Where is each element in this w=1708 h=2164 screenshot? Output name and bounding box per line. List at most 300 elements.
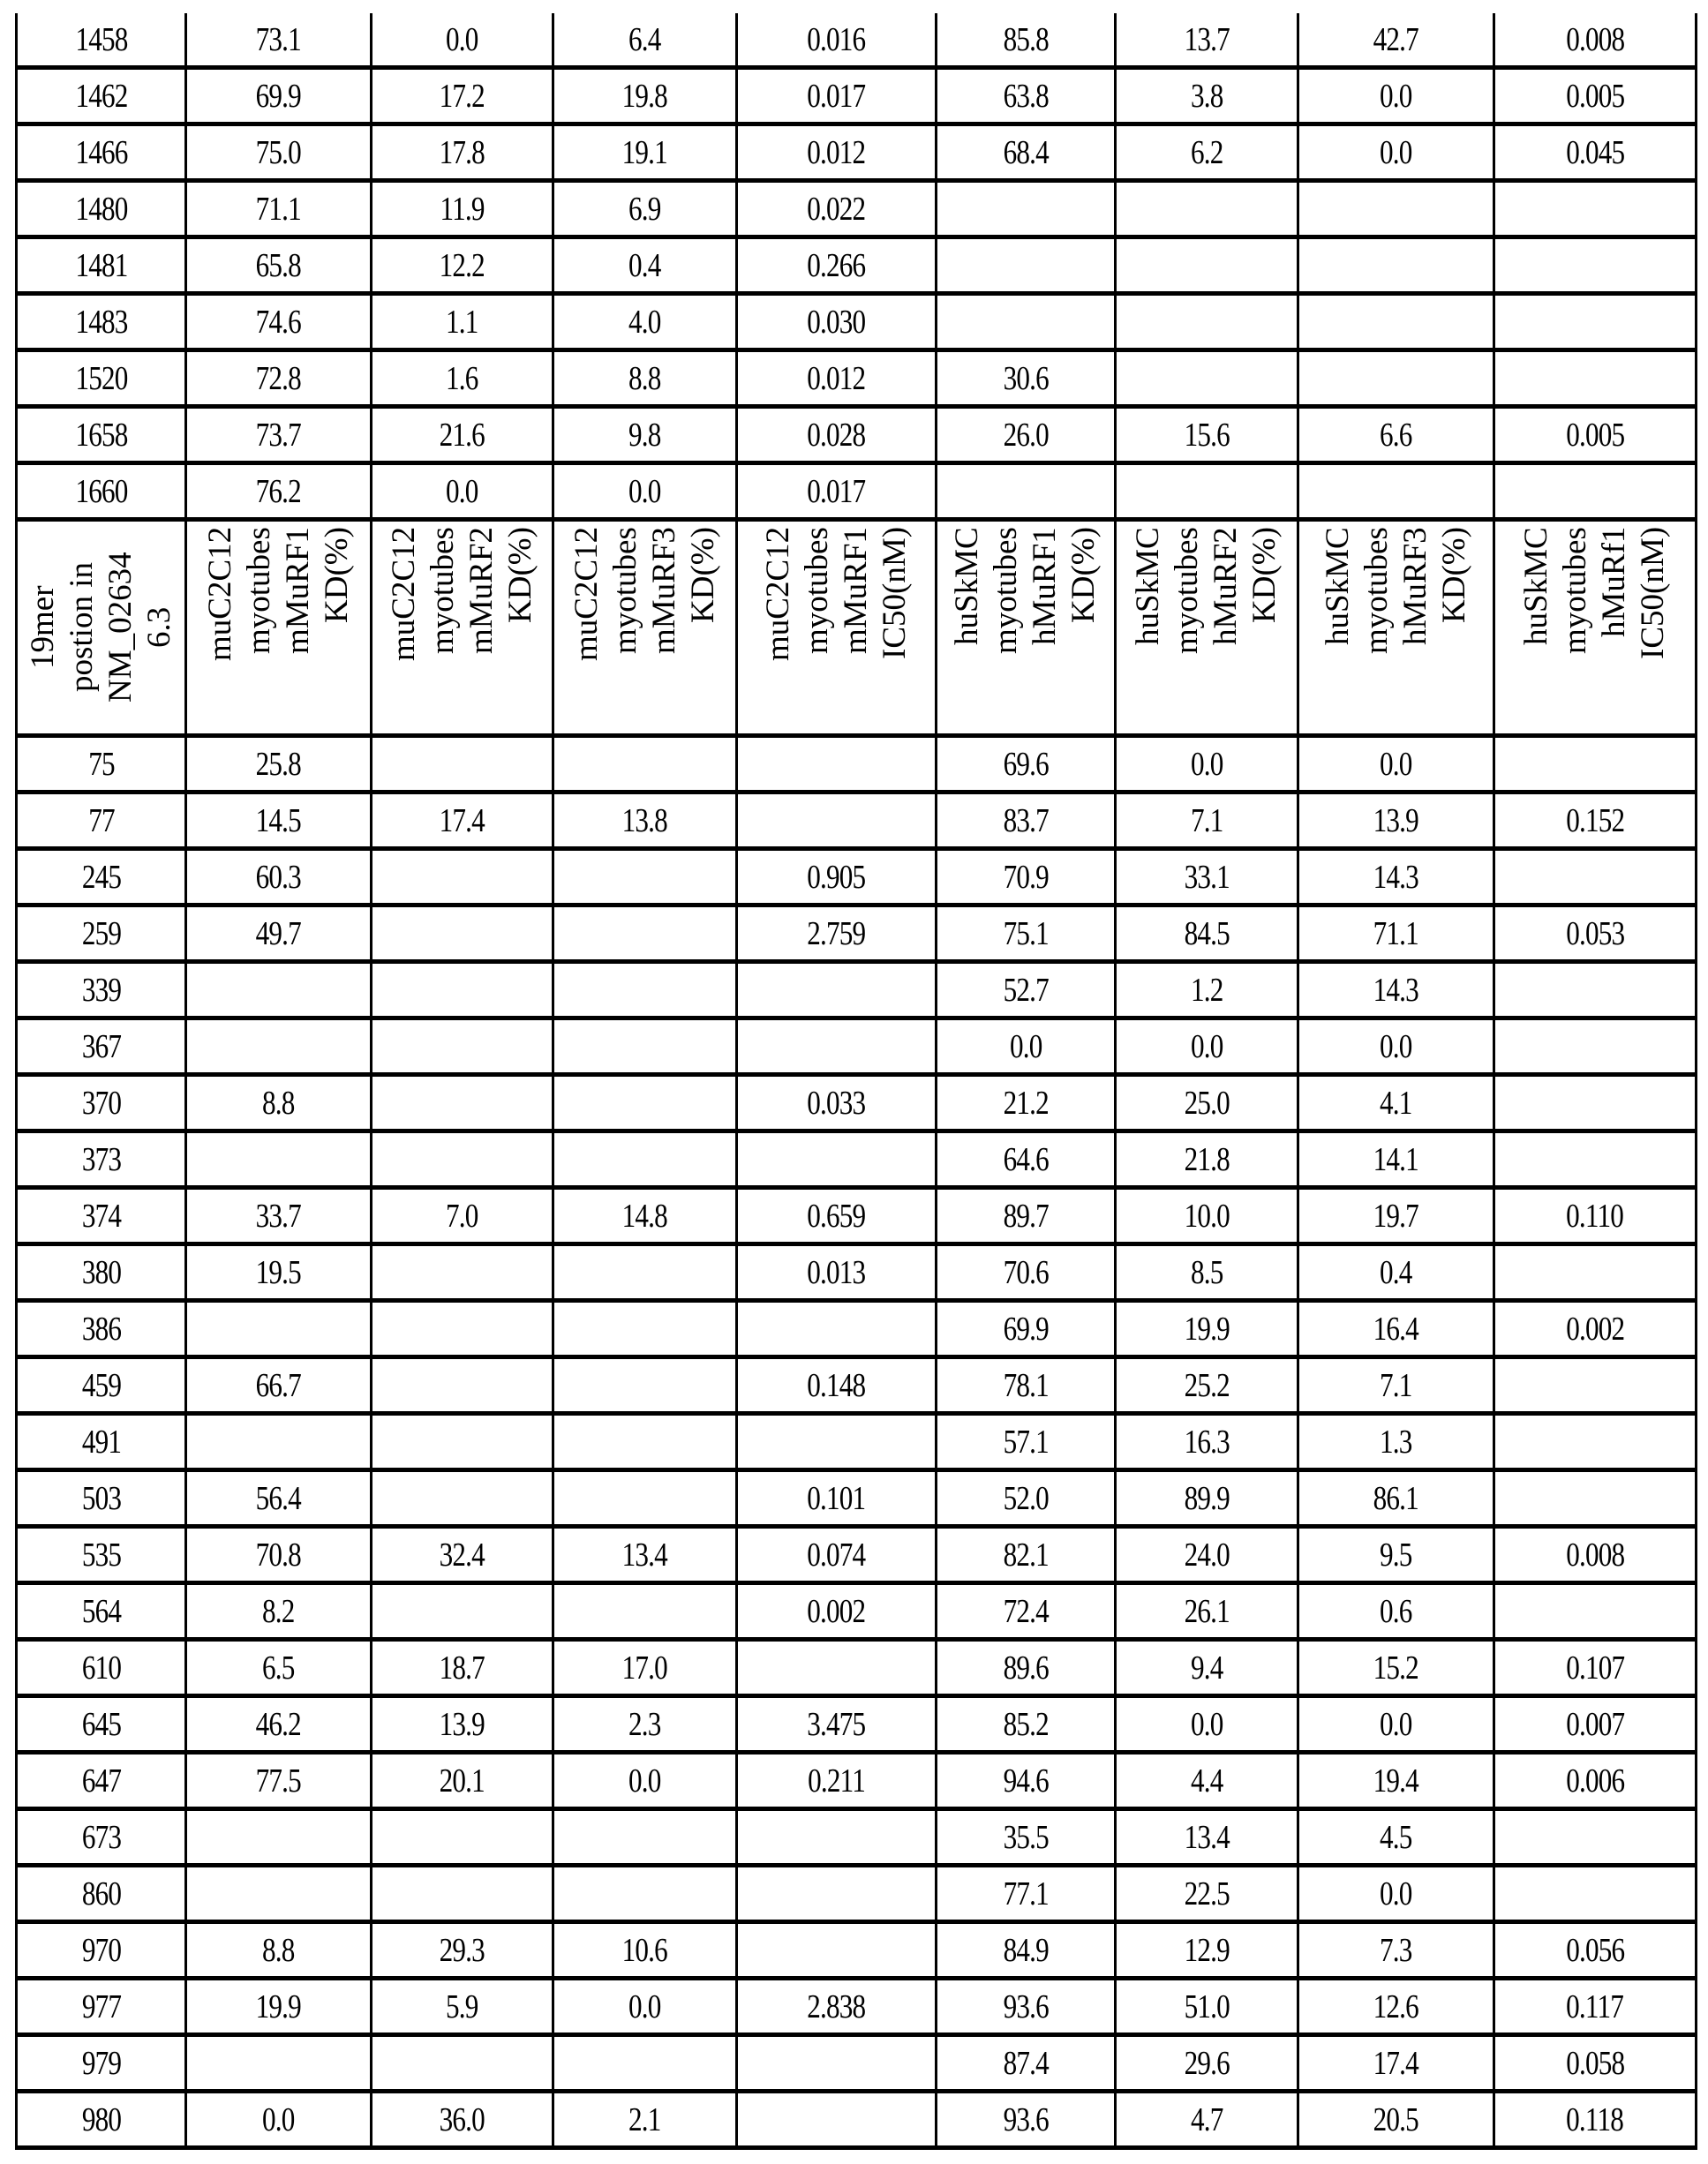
- table-row: [17, 68, 1697, 124]
- cell-text: 52.7: [1003, 971, 1048, 1010]
- cell-text: 74.6: [256, 303, 301, 342]
- value-cell: [1494, 1527, 1697, 1583]
- cell-text: 0.0: [1380, 1027, 1411, 1066]
- value-cell: [186, 68, 372, 124]
- cell-text: 16.4: [1373, 1310, 1418, 1349]
- cell-text: 77.5: [256, 1762, 301, 1800]
- cell-text: 68.4: [1003, 133, 1048, 172]
- value-cell: [1298, 1640, 1494, 1696]
- value-cell: [1116, 962, 1298, 1018]
- value-cell: [372, 1414, 553, 1470]
- value-cell: [553, 124, 737, 181]
- value-cell: [1494, 1018, 1697, 1075]
- table-row: [17, 294, 1697, 350]
- value-cell: [1116, 1866, 1298, 1922]
- value-cell: [372, 294, 553, 350]
- cell-text: 3.475: [807, 1705, 865, 1744]
- value-cell: [553, 1357, 737, 1414]
- value-cell: [737, 1244, 937, 1301]
- cell-text: 51.0: [1184, 1987, 1229, 2026]
- value-cell: [937, 407, 1116, 463]
- position-cell: [17, 1866, 186, 1922]
- position-cell: [17, 1131, 186, 1188]
- value-cell: [937, 350, 1116, 407]
- value-cell: [1116, 2035, 1298, 2092]
- value-cell: [186, 962, 372, 1018]
- value-cell: [372, 1583, 553, 1640]
- value-cell: [1298, 124, 1494, 181]
- cell-text: 14.8: [622, 1197, 667, 1236]
- position-cell: [17, 1640, 186, 1696]
- cell-text: 69.9: [256, 77, 301, 116]
- value-cell: [553, 905, 737, 962]
- value-cell: [737, 1922, 937, 1979]
- value-cell: [737, 793, 937, 849]
- header-row: [17, 520, 1697, 736]
- value-cell: [186, 1753, 372, 1809]
- value-cell: [372, 463, 553, 520]
- cell-text: 977: [81, 1987, 120, 2026]
- cell-text: 70.8: [256, 1536, 301, 1574]
- value-cell: [737, 1414, 937, 1470]
- value-cell: [553, 1414, 737, 1470]
- cell-text: 6.9: [628, 190, 660, 229]
- value-cell: [737, 1640, 937, 1696]
- table-row: [17, 13, 1697, 68]
- value-cell: [937, 1866, 1116, 1922]
- value-cell: [553, 407, 737, 463]
- value-cell: [553, 68, 737, 124]
- column-header-label: 19mer postion in NM_02634 6.3: [24, 527, 179, 728]
- cell-text: 673: [81, 1818, 120, 1857]
- value-cell: [1298, 237, 1494, 294]
- value-cell: [372, 237, 553, 294]
- position-cell: [17, 463, 186, 520]
- cell-text: 7.1: [1191, 801, 1223, 840]
- value-cell: [737, 1583, 937, 1640]
- cell-text: 0.110: [1567, 1197, 1624, 1236]
- cell-text: 36.0: [440, 2100, 485, 2139]
- cell-text: 13.4: [1184, 1818, 1229, 1857]
- value-cell: [737, 1696, 937, 1753]
- value-cell: [1298, 1470, 1494, 1527]
- position-cell: [17, 1357, 186, 1414]
- table-row: [17, 1244, 1697, 1301]
- value-cell: [737, 905, 937, 962]
- value-cell: [372, 1527, 553, 1583]
- cell-text: 0.0: [628, 472, 660, 511]
- value-cell: [937, 181, 1116, 237]
- value-cell: [1116, 793, 1298, 849]
- cell-text: 25.2: [1184, 1366, 1229, 1405]
- cell-text: 75.0: [256, 133, 301, 172]
- value-cell: [737, 1809, 937, 1866]
- value-cell: [937, 2035, 1116, 2092]
- column-header: [17, 520, 186, 736]
- value-cell: [1494, 2092, 1697, 2148]
- value-cell: [372, 1922, 553, 1979]
- value-cell: [186, 736, 372, 793]
- table-row: [17, 1018, 1697, 1075]
- value-cell: [1116, 1188, 1298, 1244]
- cell-text: 0.6: [1380, 1592, 1411, 1631]
- cell-text: 4.1: [1380, 1084, 1411, 1123]
- position-cell: [17, 1979, 186, 2035]
- cell-text: 8.5: [1191, 1253, 1223, 1292]
- cell-text: 14.1: [1373, 1140, 1418, 1179]
- cell-text: 1458: [75, 20, 127, 59]
- table-row: [17, 1809, 1697, 1866]
- value-cell: [737, 1188, 937, 1244]
- position-cell: [17, 237, 186, 294]
- cell-text: 1.6: [446, 359, 478, 398]
- value-cell: [553, 1018, 737, 1075]
- column-header-label: huSkMC myotubes hMuRf1 IC50(nM): [1517, 527, 1673, 728]
- cell-text: 2.838: [807, 1987, 865, 2026]
- value-cell: [1494, 407, 1697, 463]
- value-cell: [553, 1301, 737, 1357]
- cell-text: 33.7: [256, 1197, 301, 1236]
- value-cell: [937, 793, 1116, 849]
- table-row: [17, 905, 1697, 962]
- cell-text: 1658: [75, 416, 127, 455]
- cell-text: 8.8: [262, 1084, 294, 1123]
- position-cell: [17, 1075, 186, 1131]
- cell-text: 72.4: [1003, 1592, 1048, 1631]
- value-cell: [1494, 350, 1697, 407]
- value-cell: [553, 962, 737, 1018]
- value-cell: [1298, 1922, 1494, 1979]
- cell-text: 86.1: [1373, 1479, 1418, 1518]
- value-cell: [1298, 1583, 1494, 1640]
- value-cell: [186, 1414, 372, 1470]
- value-cell: [186, 294, 372, 350]
- column-header: [553, 520, 737, 736]
- value-cell: [937, 2092, 1116, 2148]
- value-cell: [1494, 68, 1697, 124]
- cell-text: 17.4: [1373, 2044, 1418, 2083]
- value-cell: [937, 1922, 1116, 1979]
- position-cell: [17, 68, 186, 124]
- value-cell: [1494, 13, 1697, 68]
- cell-text: 73.1: [256, 20, 301, 59]
- value-cell: [937, 1753, 1116, 1809]
- cell-text: 25.0: [1184, 1084, 1229, 1123]
- value-cell: [553, 1866, 737, 1922]
- value-cell: [1298, 1244, 1494, 1301]
- cell-text: 0.074: [807, 1536, 865, 1574]
- value-cell: [1116, 1809, 1298, 1866]
- value-cell: [1298, 181, 1494, 237]
- cell-text: 30.6: [1003, 359, 1048, 398]
- cell-text: 19.8: [622, 77, 667, 116]
- cell-text: 0.4: [1380, 1253, 1411, 1292]
- cell-text: 2.1: [628, 2100, 660, 2139]
- cell-text: 0.0: [1380, 1705, 1411, 1744]
- value-cell: [186, 407, 372, 463]
- value-cell: [937, 1075, 1116, 1131]
- value-cell: [737, 1979, 937, 2035]
- cell-text: 12.6: [1373, 1987, 1418, 2026]
- cell-text: 0.4: [628, 246, 660, 285]
- value-cell: [553, 1753, 737, 1809]
- value-cell: [937, 1188, 1116, 1244]
- table-row: [17, 237, 1697, 294]
- cell-text: 29.6: [1184, 2044, 1229, 2083]
- position-cell: [17, 1301, 186, 1357]
- cell-text: 24.0: [1184, 1536, 1229, 1574]
- cell-text: 0.0: [1191, 745, 1223, 784]
- cell-text: 0.0: [1380, 133, 1411, 172]
- table-row: [17, 1640, 1697, 1696]
- cell-text: 75.1: [1003, 914, 1048, 953]
- value-cell: [1298, 68, 1494, 124]
- value-cell: [186, 1527, 372, 1583]
- value-cell: [1116, 294, 1298, 350]
- cell-text: 89.9: [1184, 1479, 1229, 1518]
- cell-text: 535: [81, 1536, 120, 1574]
- cell-text: 15.2: [1373, 1649, 1418, 1687]
- cell-text: 89.6: [1003, 1649, 1048, 1687]
- value-cell: [937, 1357, 1116, 1414]
- value-cell: [937, 962, 1116, 1018]
- value-cell: [737, 1470, 937, 1527]
- value-cell: [553, 793, 737, 849]
- cell-text: 21.6: [440, 416, 485, 455]
- column-header: [737, 520, 937, 736]
- column-header-label: muC2C12 myotubes mMuRF1 KD(%): [201, 527, 357, 728]
- cell-text: 11.9: [440, 190, 484, 229]
- value-cell: [553, 2035, 737, 2092]
- value-cell: [1116, 407, 1298, 463]
- table-row: [17, 1357, 1697, 1414]
- cell-text: 19.9: [256, 1987, 301, 2026]
- value-cell: [937, 849, 1116, 905]
- value-cell: [737, 1301, 937, 1357]
- value-cell: [1116, 1696, 1298, 1753]
- value-cell: [1116, 181, 1298, 237]
- cell-text: 0.0: [628, 1762, 660, 1800]
- position-cell: [17, 1470, 186, 1527]
- value-cell: [937, 68, 1116, 124]
- value-cell: [1298, 962, 1494, 1018]
- cell-text: 860: [81, 1875, 120, 1913]
- table-row: [17, 1075, 1697, 1131]
- cell-text: 17.2: [440, 77, 485, 116]
- value-cell: [372, 1301, 553, 1357]
- cell-text: 339: [81, 971, 120, 1010]
- cell-text: 21.2: [1003, 1084, 1048, 1123]
- cell-text: 78.1: [1003, 1366, 1048, 1405]
- cell-text: 0.006: [1566, 1762, 1624, 1800]
- cell-text: 64.6: [1003, 1140, 1048, 1179]
- value-cell: [737, 1753, 937, 1809]
- cell-text: 0.012: [807, 359, 865, 398]
- cell-text: 89.7: [1003, 1197, 1048, 1236]
- cell-text: 980: [81, 2100, 120, 2139]
- value-cell: [186, 1979, 372, 2035]
- cell-text: 8.8: [628, 359, 660, 398]
- table-row: [17, 1131, 1697, 1188]
- cell-text: 0.017: [807, 77, 865, 116]
- value-cell: [1494, 1753, 1697, 1809]
- position-cell: [17, 350, 186, 407]
- value-cell: [186, 905, 372, 962]
- cell-text: 0.008: [1566, 1536, 1624, 1574]
- value-cell: [1494, 463, 1697, 520]
- cell-text: 0.0: [262, 2100, 294, 2139]
- value-cell: [1494, 237, 1697, 294]
- cell-text: 20.1: [440, 1762, 485, 1800]
- value-cell: [937, 1131, 1116, 1188]
- value-cell: [1116, 1753, 1298, 1809]
- value-cell: [372, 1018, 553, 1075]
- value-cell: [372, 736, 553, 793]
- value-cell: [553, 463, 737, 520]
- cell-text: 7.0: [446, 1197, 478, 1236]
- value-cell: [186, 1357, 372, 1414]
- cell-text: 0.016: [807, 20, 865, 59]
- position-cell: [17, 1753, 186, 1809]
- cell-text: 1481: [75, 246, 127, 285]
- value-cell: [937, 1640, 1116, 1696]
- value-cell: [1298, 463, 1494, 520]
- value-cell: [186, 1470, 372, 1527]
- value-cell: [1494, 181, 1697, 237]
- cell-text: 9.8: [628, 416, 660, 455]
- table-row: [17, 2092, 1697, 2148]
- value-cell: [186, 1866, 372, 1922]
- value-cell: [1298, 1696, 1494, 1753]
- value-cell: [372, 1866, 553, 1922]
- cell-text: 8.8: [262, 1931, 294, 1970]
- value-cell: [937, 1301, 1116, 1357]
- cell-text: 1483: [75, 303, 127, 342]
- position-cell: [17, 2035, 186, 2092]
- value-cell: [553, 1244, 737, 1301]
- cell-text: 3.8: [1191, 77, 1223, 116]
- cell-text: 69.6: [1003, 745, 1048, 784]
- value-cell: [372, 181, 553, 237]
- position-cell: [17, 1188, 186, 1244]
- position-cell: [17, 905, 186, 962]
- value-cell: [186, 1018, 372, 1075]
- cell-text: 32.4: [440, 1536, 485, 1574]
- value-cell: [1116, 1583, 1298, 1640]
- cell-text: 0.152: [1566, 801, 1624, 840]
- cell-text: 0.058: [1566, 2044, 1624, 2083]
- cell-text: 87.4: [1003, 2044, 1048, 2083]
- cell-text: 13.4: [622, 1536, 667, 1574]
- cell-text: 49.7: [256, 914, 301, 953]
- value-cell: [737, 237, 937, 294]
- table-row: [17, 962, 1697, 1018]
- position-cell: [17, 736, 186, 793]
- cell-text: 85.2: [1003, 1705, 1048, 1744]
- table-row: [17, 1866, 1697, 1922]
- cell-text: 13.8: [622, 801, 667, 840]
- value-cell: [372, 962, 553, 1018]
- cell-text: 0.012: [807, 133, 865, 172]
- cell-text: 65.8: [256, 246, 301, 285]
- cell-text: 645: [81, 1705, 120, 1744]
- cell-text: 503: [81, 1479, 120, 1518]
- value-cell: [937, 13, 1116, 68]
- position-cell: [17, 793, 186, 849]
- cell-text: 0.0: [628, 1987, 660, 2026]
- value-cell: [937, 1470, 1116, 1527]
- value-cell: [1116, 849, 1298, 905]
- value-cell: [372, 1640, 553, 1696]
- position-cell: [17, 1809, 186, 1866]
- cell-text: 4.5: [1380, 1818, 1411, 1857]
- cell-text: 2.759: [807, 914, 865, 953]
- cell-text: 82.1: [1003, 1536, 1048, 1574]
- cell-text: 1660: [75, 472, 127, 511]
- cell-text: 84.5: [1184, 914, 1229, 953]
- value-cell: [186, 237, 372, 294]
- value-cell: [553, 13, 737, 68]
- cell-text: 63.8: [1003, 77, 1048, 116]
- cell-text: 0.905: [807, 858, 865, 897]
- cell-text: 33.1: [1184, 858, 1229, 897]
- value-cell: [1116, 905, 1298, 962]
- value-cell: [186, 1583, 372, 1640]
- knockdown-data-table: [15, 13, 1697, 2150]
- cell-text: 0.013: [807, 1253, 865, 1292]
- value-cell: [1116, 1131, 1298, 1188]
- cell-text: 25.8: [256, 745, 301, 784]
- value-cell: [737, 13, 937, 68]
- cell-text: 0.211: [808, 1762, 865, 1800]
- position-cell: [17, 124, 186, 181]
- value-cell: [372, 1753, 553, 1809]
- value-cell: [186, 1244, 372, 1301]
- cell-text: 93.6: [1003, 1987, 1048, 2026]
- value-cell: [553, 1075, 737, 1131]
- column-header: [186, 520, 372, 736]
- cell-text: 7.1: [1380, 1366, 1411, 1405]
- column-header: [937, 520, 1116, 736]
- value-cell: [372, 1809, 553, 1866]
- value-cell: [1494, 1188, 1697, 1244]
- cell-text: 1466: [75, 133, 127, 172]
- cell-text: 18.7: [440, 1649, 485, 1687]
- column-header: [1494, 520, 1697, 736]
- value-cell: [737, 1131, 937, 1188]
- value-cell: [1298, 905, 1494, 962]
- value-cell: [1298, 1357, 1494, 1414]
- value-cell: [937, 1979, 1116, 2035]
- cell-text: 0.005: [1566, 77, 1624, 116]
- value-cell: [1298, 13, 1494, 68]
- cell-text: 0.030: [807, 303, 865, 342]
- value-cell: [1116, 1922, 1298, 1979]
- value-cell: [737, 463, 937, 520]
- value-cell: [1298, 350, 1494, 407]
- value-cell: [937, 905, 1116, 962]
- cell-text: 0.017: [807, 472, 865, 511]
- cell-text: 77: [88, 801, 115, 840]
- value-cell: [1116, 1301, 1298, 1357]
- cell-text: 610: [81, 1649, 120, 1687]
- cell-text: 52.0: [1003, 1479, 1048, 1518]
- value-cell: [737, 1866, 937, 1922]
- value-cell: [1116, 463, 1298, 520]
- cell-text: 66.7: [256, 1366, 301, 1405]
- column-header-label: huSkMC myotubes hMuRF3 KD(%): [1319, 527, 1474, 728]
- value-cell: [372, 793, 553, 849]
